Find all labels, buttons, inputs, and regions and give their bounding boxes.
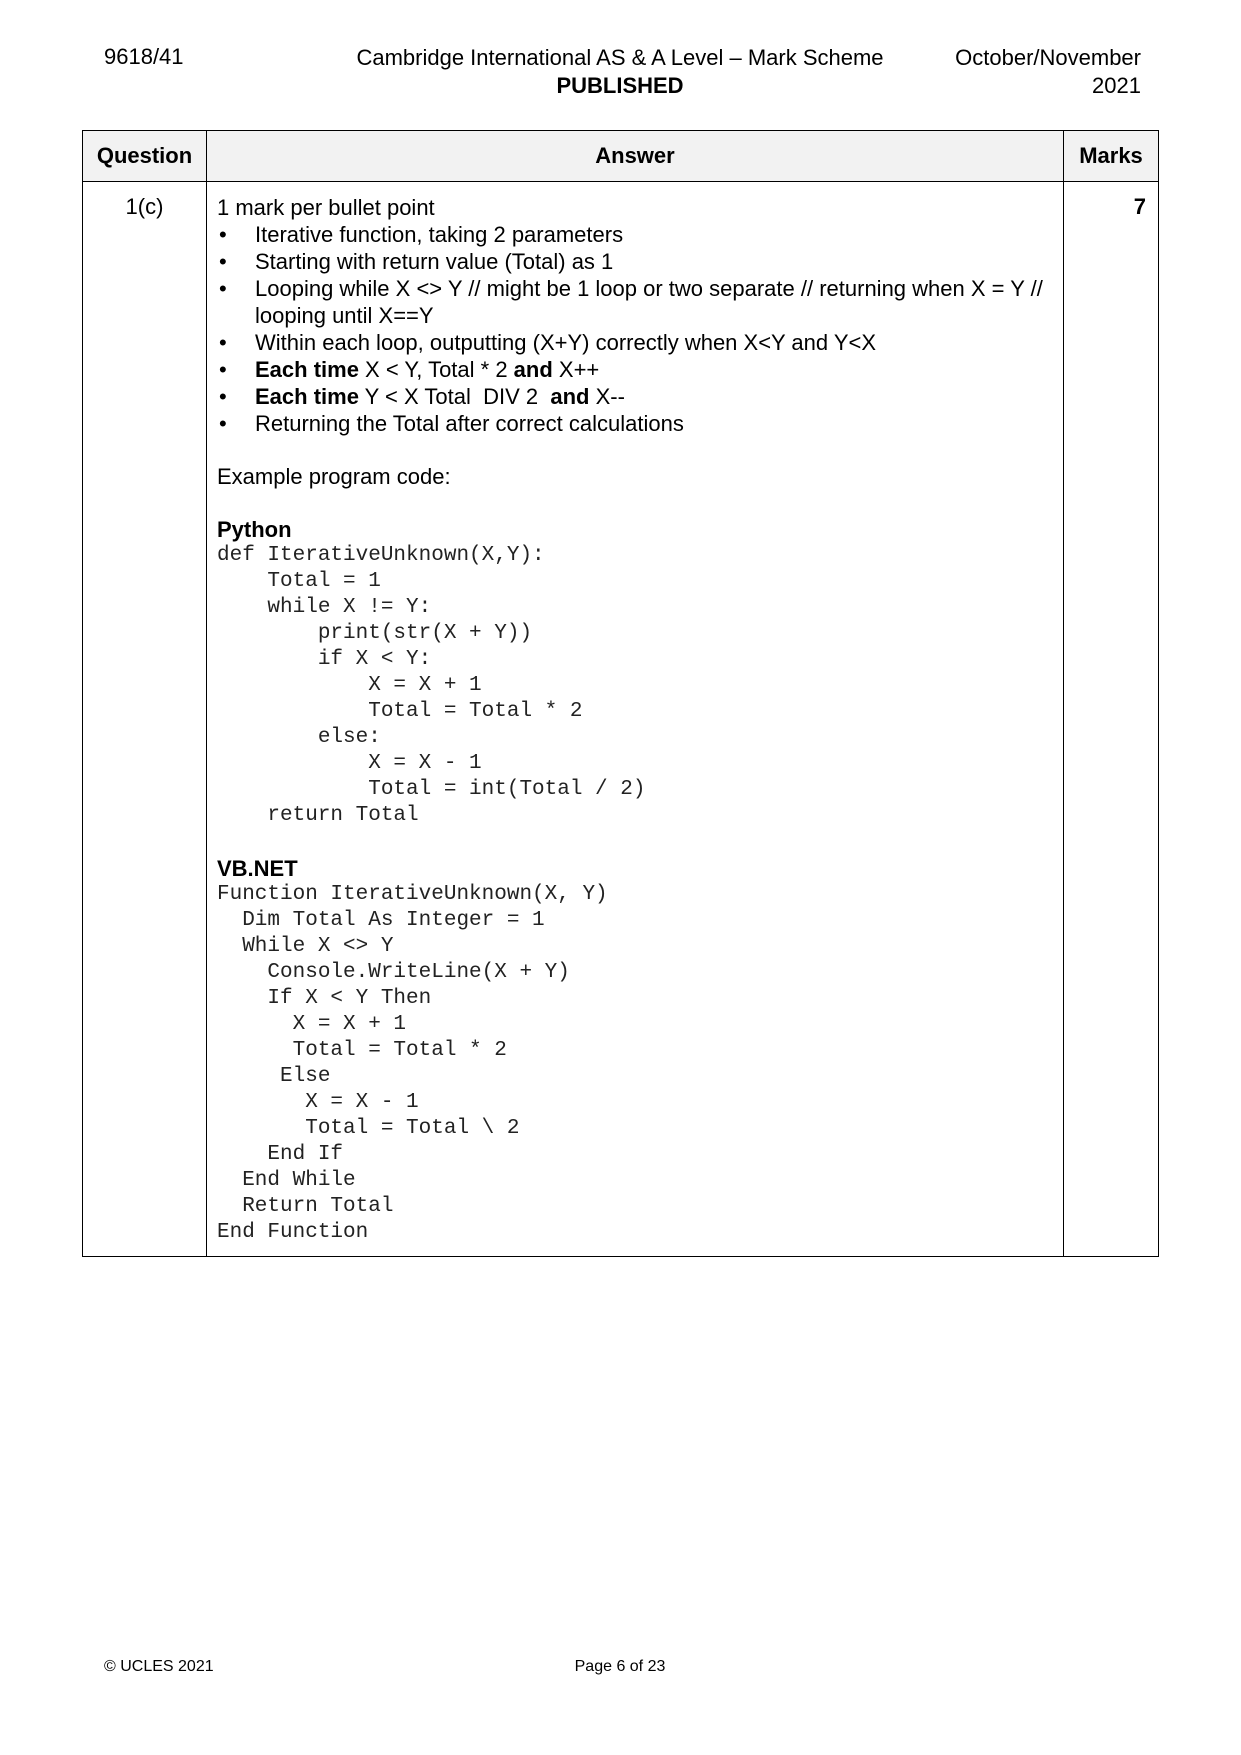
point-text: X-- xyxy=(589,384,625,409)
table-row xyxy=(83,182,1159,1257)
marking-point: • Returning the Total after correct calculations xyxy=(217,410,1053,437)
marking-point: • Looping while X <> Y // might be 1 loop or two separate // returning when X = Y // looping until X==Y xyxy=(217,275,1053,329)
session-year: 2021 xyxy=(1092,73,1141,98)
title-line: Cambridge International AS & A Level – Mark Scheme xyxy=(356,45,884,70)
python-heading: Python xyxy=(217,517,292,542)
copyright-notice: © UCLES 2021 xyxy=(104,1658,214,1675)
marks-column-header: Marks xyxy=(1064,131,1159,182)
session-month: October/November xyxy=(955,45,1141,70)
answer-cell xyxy=(207,182,1064,1257)
point-text: X < Y, Total * 2 xyxy=(358,357,514,382)
marks-value: 7 xyxy=(1064,182,1159,1257)
document-title xyxy=(330,44,910,100)
emphasis-text: and xyxy=(513,357,553,382)
marking-point xyxy=(217,356,1053,383)
marking-point: • Within each loop, outputting (X+Y) correctly when X<Y and Y<X xyxy=(217,329,1053,356)
point-text: X++ xyxy=(552,357,600,382)
example-label: Example program code: xyxy=(217,464,451,489)
table-header-row xyxy=(83,131,1159,182)
emphasis-text: and xyxy=(550,384,590,409)
question-column-header: Question xyxy=(83,131,207,182)
question-number: 1(c) xyxy=(83,182,207,1257)
published-label: PUBLISHED xyxy=(556,73,684,98)
emphasis-text: Each time xyxy=(255,357,359,382)
exam-session xyxy=(955,44,1141,100)
paper-code: 9618/41 xyxy=(104,44,184,69)
vbnet-code-block: Function IterativeUnknown(X, Y) Dim Total As Integer = 1 While X <> Y Console.WriteLine(X + Y) If X < Y Then X = X + 1 Total = Total * 2 Else X = X - 1 Total = Total \ 2 End If End While Return Total End Function xyxy=(217,883,608,1244)
answer-column-header: Answer xyxy=(207,131,1064,182)
marking-intro: 1 mark per bullet point xyxy=(217,195,435,220)
page-number: Page 6 of 23 xyxy=(574,1658,666,1675)
emphasis-text: Each time xyxy=(255,384,359,409)
vbnet-heading: VB.NET xyxy=(217,856,298,881)
marking-point: • Starting with return value (Total) as 1 xyxy=(217,248,1053,275)
marking-point xyxy=(217,383,1053,410)
point-text: Y < X Total DIV 2 xyxy=(358,384,551,409)
mark-scheme-table xyxy=(82,130,1159,1257)
python-code-block: def IterativeUnknown(X,Y): Total = 1 while X != Y: print(str(X + Y)) if X < Y: X = X + 1 Total = Total * 2 else: X = X - 1 Total = int(Total / 2) return Total xyxy=(217,544,646,827)
marking-point: • Iterative function, taking 2 parameters xyxy=(217,221,1053,248)
marking-points xyxy=(217,221,1053,437)
